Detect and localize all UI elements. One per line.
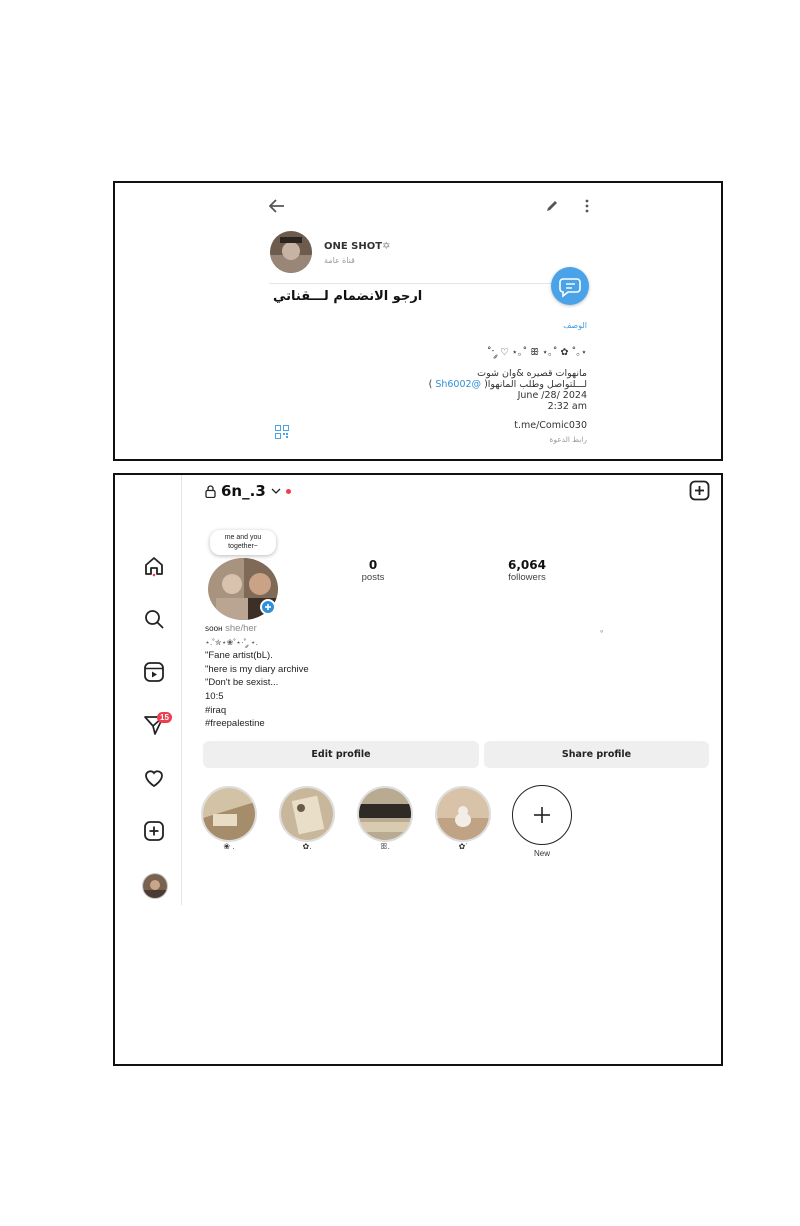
bio-line: 10:5 <box>205 690 224 702</box>
new-post-plus-icon[interactable] <box>689 480 710 501</box>
highlight-label: ❀ . <box>223 842 235 851</box>
home-icon[interactable] <box>143 555 165 577</box>
bio-line: "here is my diary archive <box>205 663 309 675</box>
invite-link-label: رابط الدعوة <box>549 435 587 444</box>
search-icon[interactable] <box>143 608 165 630</box>
highlight-cover <box>279 786 335 842</box>
reels-icon[interactable] <box>143 661 165 683</box>
qr-code-icon[interactable] <box>275 425 289 439</box>
stat-followers[interactable] <box>495 558 559 583</box>
highlight[interactable] <box>201 786 259 851</box>
create-post-icon[interactable] <box>143 820 165 842</box>
description-date: June /28/ 2024 <box>517 390 587 401</box>
notifications-heart-icon[interactable] <box>143 767 165 789</box>
hashtag-link[interactable]: #freepalestine <box>205 718 265 730</box>
profile-header <box>205 482 291 500</box>
message-fab-button[interactable] <box>551 267 589 305</box>
description-time: 2:32 am <box>547 401 587 412</box>
highlight-cover <box>435 786 491 842</box>
share-profile-button[interactable]: Share profile <box>484 741 709 768</box>
instagram-screenshot-frame <box>113 473 723 1066</box>
profile-nav-avatar[interactable] <box>142 873 168 899</box>
description-line: لـــلتواصل وطلب المانهوا( @Sh6002 ) <box>428 379 587 390</box>
lock-icon <box>205 485 216 498</box>
highlight[interactable] <box>435 786 493 851</box>
highlight-label: ꕥ. <box>380 842 390 851</box>
channel-avatar[interactable] <box>270 231 312 273</box>
description-label: الوصف <box>563 321 587 330</box>
notification-dot <box>286 489 291 494</box>
stat-posts[interactable] <box>343 558 403 583</box>
invite-link[interactable]: t.me/Comic030 <box>514 420 587 431</box>
highlight-cover <box>357 786 413 842</box>
new-highlight-label: New <box>533 849 550 858</box>
edit-pencil-icon[interactable] <box>545 199 559 213</box>
edit-profile-button[interactable]: Edit profile <box>203 741 479 768</box>
back-arrow-icon[interactable] <box>269 199 285 213</box>
followers-label: followers <box>508 572 546 583</box>
channel-type: قناة عامة <box>324 256 355 265</box>
overlay-message: ارجو الانضمام لـــقناتي <box>273 289 423 304</box>
hashtag-link[interactable]: #iraq <box>205 704 227 716</box>
telegram-screenshot-frame <box>113 181 723 461</box>
bio-line: "Don't be sexist... <box>205 677 279 689</box>
note-bubble[interactable]: me and you together~ <box>210 530 276 555</box>
nav-divider <box>181 475 182 905</box>
stray-mark: ◦ <box>600 626 604 636</box>
profile-bio <box>205 622 309 731</box>
bio-line: "Fane artist(bL). <box>205 650 273 662</box>
new-highlight-button[interactable] <box>512 785 572 858</box>
followers-count: 6,064 <box>508 558 546 572</box>
channel-description <box>365 341 587 412</box>
posts-label: posts <box>361 572 385 583</box>
account-switch-chevron-icon[interactable] <box>271 488 281 495</box>
highlight[interactable] <box>279 786 337 851</box>
description-line: مانهوات قصيره &وان شوت <box>477 368 587 379</box>
bio-decor: ⋆.˚✮⋆❀˚⋆·˚ ༘ ⋆. <box>205 637 258 647</box>
contact-handle-link[interactable]: @Sh6002 <box>435 379 482 390</box>
highlight-label: ✿ᐝ <box>458 842 468 851</box>
more-vertical-icon[interactable] <box>584 199 590 213</box>
description-line: ˚ˑ ༘ ♡ ⋆｡˚ ꕥ ⋆｡˚ ✿ ˚｡⋆ <box>486 347 587 358</box>
highlight[interactable] <box>357 786 415 852</box>
plus-icon <box>512 785 572 845</box>
highlight-cover <box>201 786 257 842</box>
posts-count: 0 <box>368 558 378 572</box>
add-story-plus-icon[interactable] <box>260 599 276 615</box>
channel-name: ONE SHOT✡ <box>324 241 391 252</box>
header-divider <box>269 283 555 284</box>
highlight-label: ✿. <box>302 842 312 851</box>
pronouns: ꜱᴏᴏʜ she/her <box>205 623 257 634</box>
username[interactable]: 6n_.3 <box>221 482 266 500</box>
channel-star-icon: ✡ <box>382 241 391 252</box>
messages-badge: 15 <box>157 712 172 723</box>
